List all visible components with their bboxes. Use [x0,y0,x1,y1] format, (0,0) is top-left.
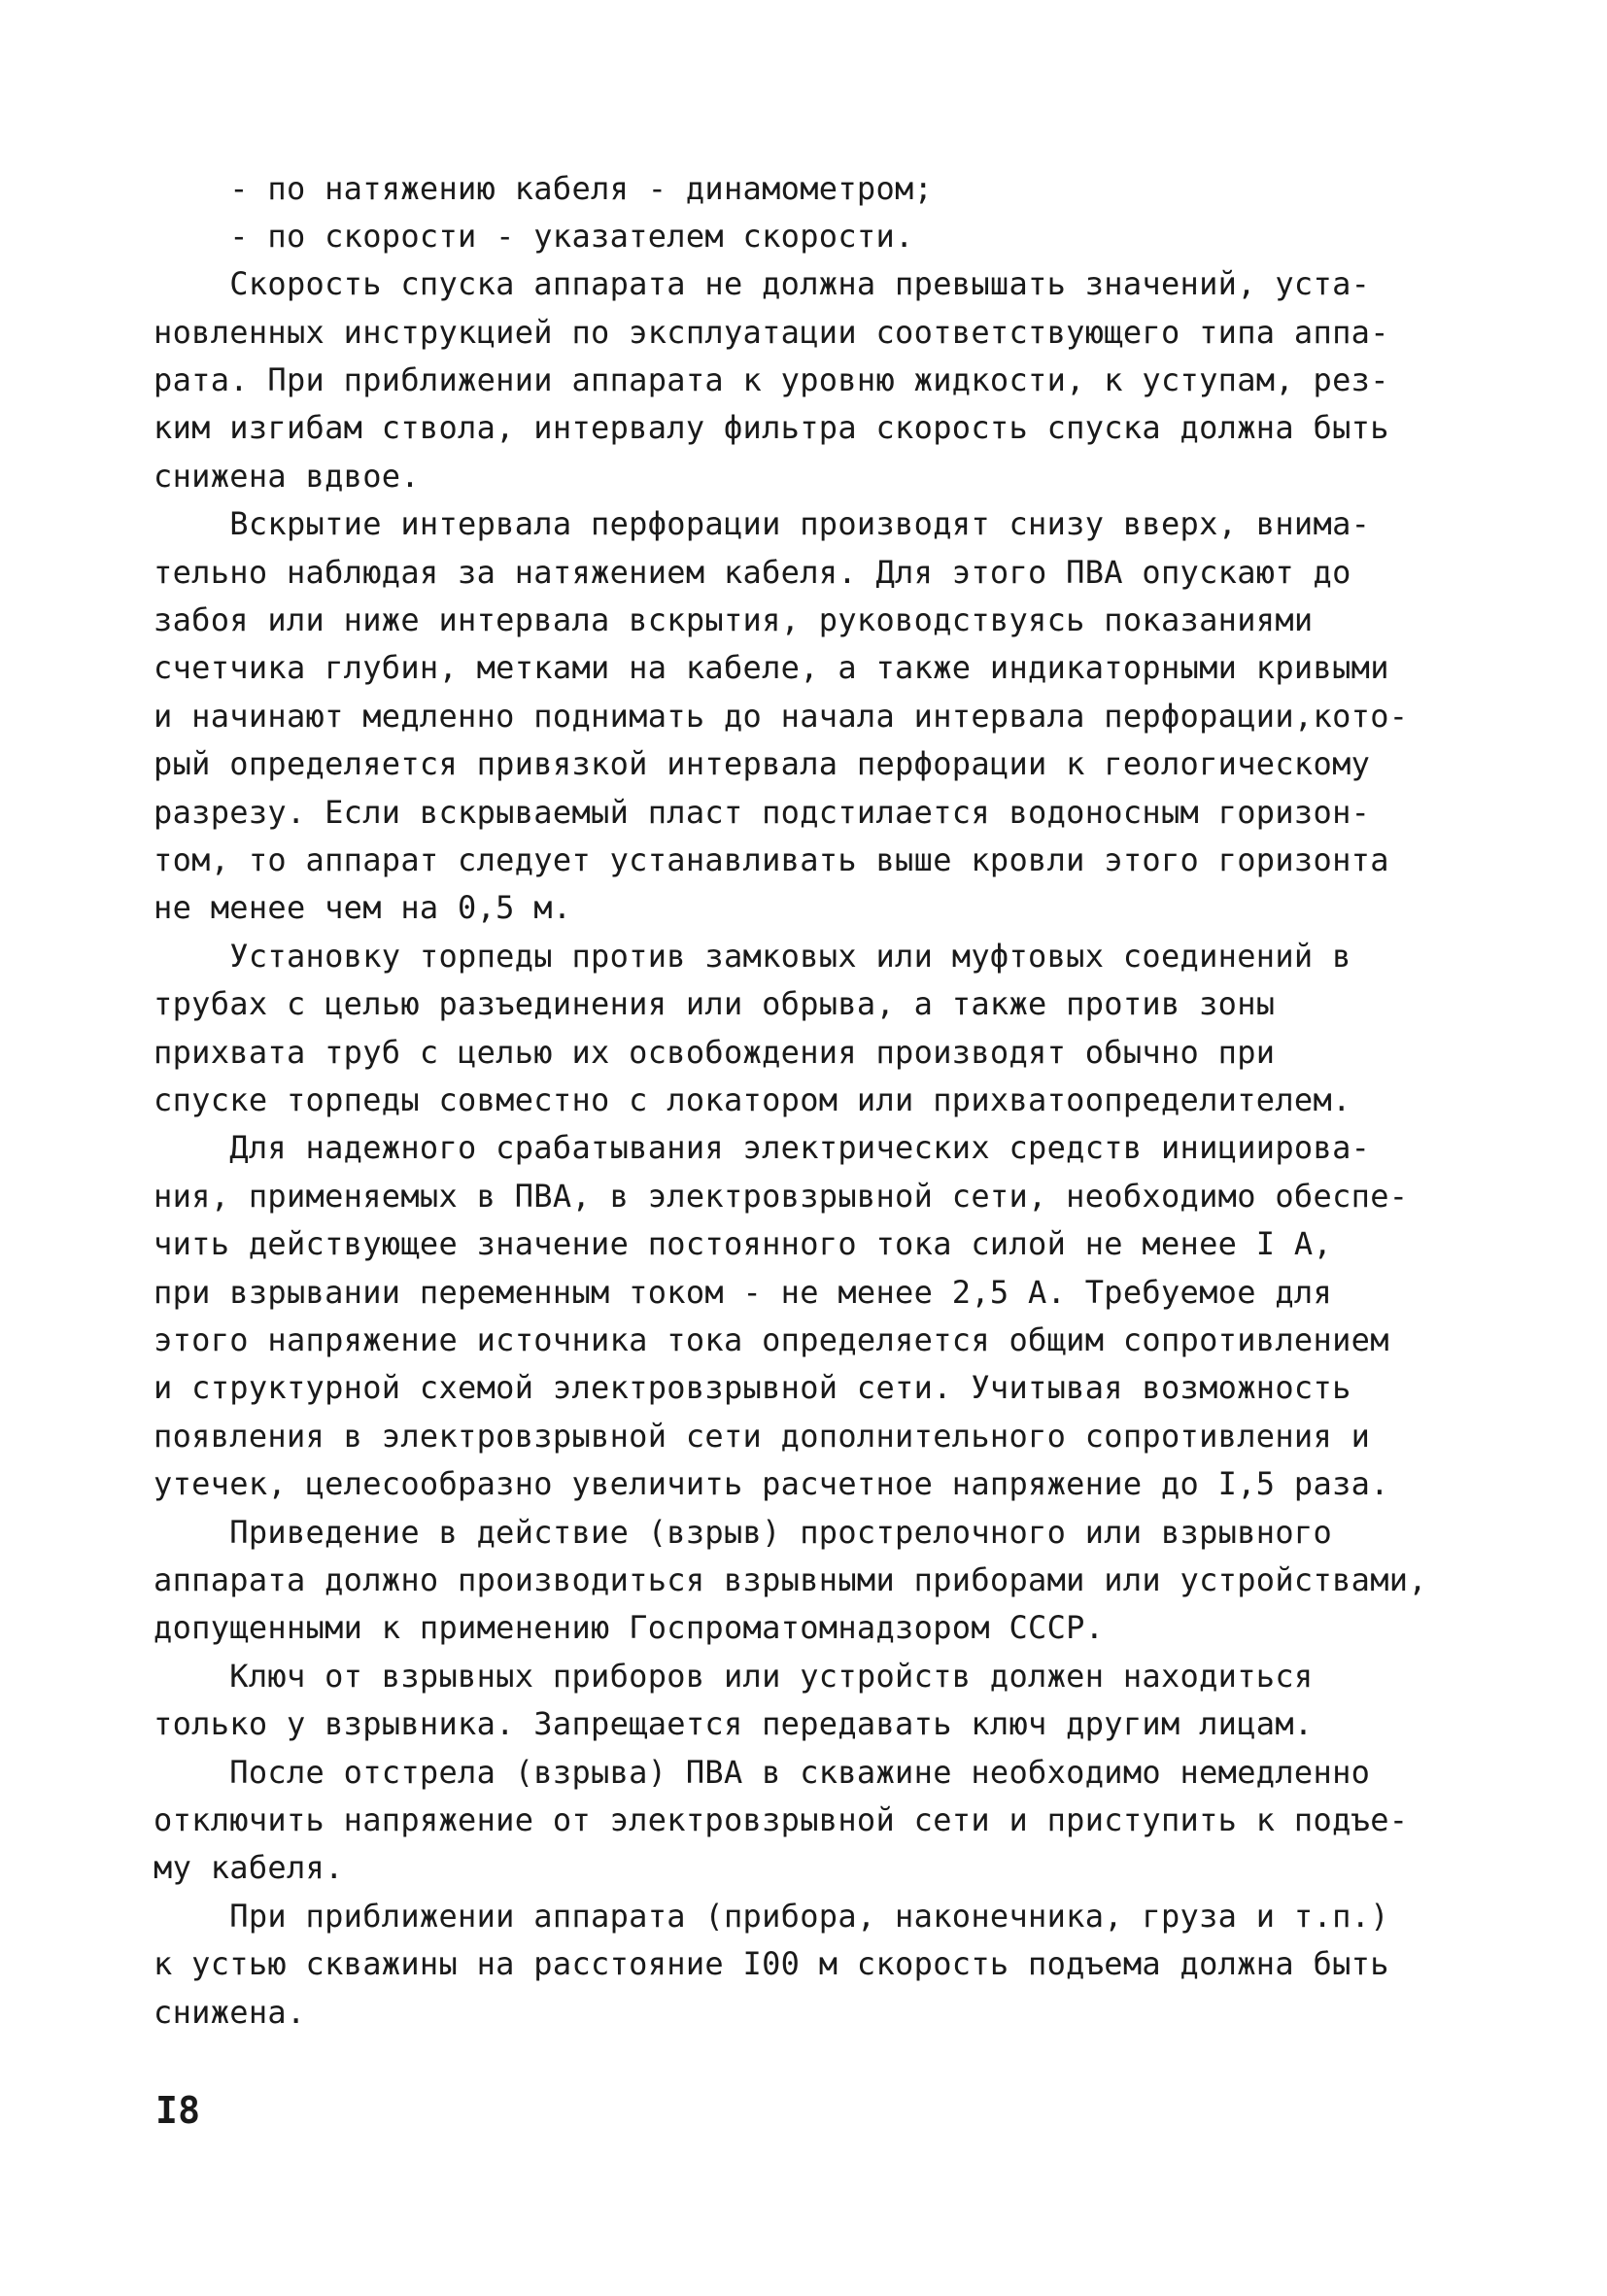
text-line: допущенными к применению Госпроматомнадзором СССР. [154,1609,1105,1646]
text-line: рый определяется привязкой интервала перфорации к геологическому [154,745,1371,782]
text-line: только у взрывника. Запрещается передавать ключ другим лицам. [154,1705,1314,1742]
text-line: После отстрела (взрыва) ПВА в скважине необходимо немедленно [154,1754,1371,1791]
text-line: рата. При приближении аппарата к уровню жидкости, к уступам, рез- [154,361,1389,398]
text-line: Приведение в действие (взрыв) прострелочного или взрывного [154,1514,1333,1551]
text-line: счетчика глубин, метками на кабеле, а также индикаторными кривыми [154,649,1389,686]
text-line: прихвата труб с целью их освобождения производят обычно при [154,1034,1276,1071]
text-line: забоя или ниже интервала вскрытия, руководствуясь показаниями [154,601,1314,638]
text-line: Ключ от взрывных приборов или устройств должен находиться [154,1658,1314,1695]
text-line: чить действующее значение постоянного тока силой не менее I А, [154,1225,1333,1262]
text-line: к устью скважины на расстояние I00 м скорость подъема должна быть [154,1945,1389,1982]
text-line: ким изгибам ствола, интервалу фильтра скорость спуска должна быть [154,409,1389,446]
text-line: снижена. [154,1994,306,2031]
text-line: появления в электровзрывной сети дополнительного сопротивления и [154,1418,1371,1455]
text-line: новленных инструкцией по эксплуатации соответствующего типа аппа- [154,314,1389,351]
text-line: - по скорости - указателем скорости. [154,218,914,255]
text-line: том, то аппарат следует устанавливать выше кровли этого горизонта [154,841,1389,878]
text-line: При приближении аппарата (прибора, наконечника, груза и т.п.) [154,1898,1389,1935]
text-line: ния, применяемых в ПВА, в электровзрывной сети, необходимо обеспе- [154,1178,1409,1215]
text-line: отключить напряжение от электровзрывной сети и приступить к подъе- [154,1801,1409,1838]
text-line: аппарата должно производиться взрывными приборами или устройствами, [154,1561,1427,1598]
text-line: разрезу. Если вскрываемый пласт подстилается водоносным горизон- [154,794,1371,831]
text-line: при взрывании переменным током - не менее 2,5 А. Требуемое для [154,1274,1333,1311]
text-line: Установку торпеды против замковых или муфтовых соединений в [154,938,1351,975]
text-line: Вскрытие интервала перфорации производят снизу вверх, внима- [154,505,1371,542]
text-line: и структурной схемой электровзрывной сети. Учитывая возможность [154,1369,1351,1406]
page-number: I8 [155,2089,201,2132]
text-line: трубах с целью разъединения или обрыва, а также против зоны [154,985,1276,1022]
text-line: спуске торпеды совместно с локатором или прихватоопределителем. [154,1081,1351,1118]
text-line: и начинают медленно поднимать до начала интервала перфорации,кото- [154,698,1409,735]
text-line: не менее чем на 0,5 м. [154,889,572,926]
text-line: снижена вдвое. [154,458,420,495]
text-line: утечек, целесообразно увеличить расчетное напряжение до I,5 раза. [154,1465,1389,1502]
text-line: - по натяжению кабеля - динамометром; [154,170,934,207]
text-line: Скорость спуска аппарата не должна превышать значений, уста- [154,265,1371,302]
text-line: Для надежного срабатывания электрических средств инициирова- [154,1129,1371,1166]
text-line: этого напряжение источника тока определяется общим сопротивлением [154,1321,1389,1358]
text-line: тельно наблюдая за натяжением кабеля. Для этого ПВА опускают до [154,554,1351,591]
text-line: му кабеля. [154,1849,344,1886]
